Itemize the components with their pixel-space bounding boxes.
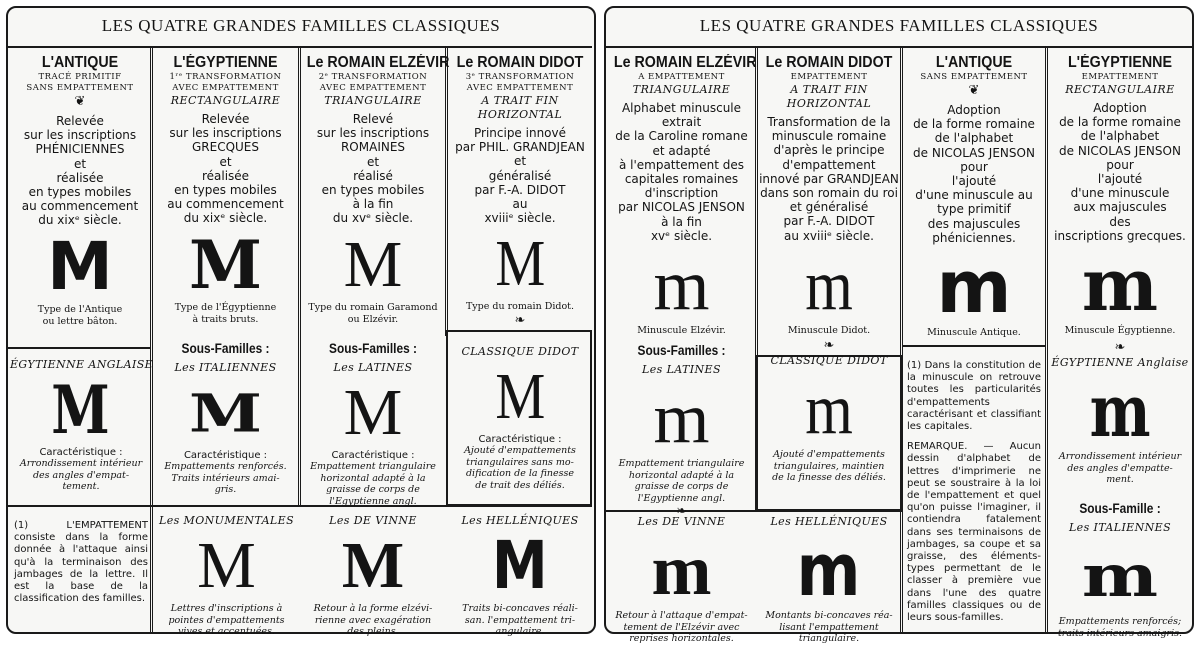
- subfamily-label: Les LATINES: [642, 363, 721, 376]
- subfamily-label: Les ITALIENNES: [1068, 521, 1172, 534]
- family-heading: Le ROMAIN DIDOT: [456, 54, 584, 71]
- characteristic-text: triangulaires sans mo-: [466, 456, 574, 468]
- specimen-glyph: M: [343, 227, 403, 301]
- description-line: de l'alphabet: [934, 131, 1014, 146]
- family-heading: L'ÉGYPTIENNE: [1067, 54, 1173, 71]
- characteristic-text: Arrondissement intérieur: [19, 458, 143, 469]
- serif-style-label: HORIZONTAL: [786, 97, 872, 110]
- specimen-caption: ou lettre bâton.: [42, 315, 118, 327]
- characteristic-text: dification de la finesse: [465, 468, 575, 479]
- description-line: sur les inscriptions: [316, 126, 430, 141]
- description-line: minuscule romaine: [771, 129, 887, 144]
- ornament-icon: ❦: [968, 83, 980, 98]
- specimen-glyph: M: [495, 227, 545, 301]
- characteristic-text: ment.: [1106, 474, 1134, 485]
- description-line: sur les inscriptions: [169, 126, 282, 141]
- subfamily-label: ÉGYTIENNE ANGLAISE: [10, 358, 154, 371]
- characteristic-text: l'Egyptienne angl.: [637, 492, 726, 504]
- specimen-glyph: m: [1081, 242, 1159, 328]
- description-line: et adapté: [652, 143, 711, 158]
- type-family-block: [903, 54, 1045, 339]
- type-family-block: [301, 340, 445, 507]
- letter-specimen: [1048, 242, 1192, 328]
- characteristic-text: san. l'empattement tri-: [464, 614, 576, 626]
- family-description: [10, 114, 150, 228]
- subfamily-label: Les DE VINNE: [329, 514, 417, 527]
- description-line: de la Caroline romane: [615, 129, 748, 144]
- description-line: l'ajouté: [1097, 172, 1143, 187]
- description-line: ROMAINES: [340, 140, 406, 155]
- description-line: par F.-A. DIDOT: [783, 214, 875, 229]
- description-line: et: [513, 154, 527, 169]
- specimen-glyph: m: [805, 369, 853, 449]
- specimen-glyph: m: [653, 245, 710, 326]
- characteristic-text: l'Egyptienne angl.: [329, 495, 417, 507]
- serif-style-label: A TRAIT FIN: [790, 83, 868, 96]
- description-line: réalisé: [353, 168, 393, 183]
- description-line: au: [512, 197, 528, 212]
- type-family-block: [448, 54, 592, 329]
- type-family-block: [608, 54, 755, 337]
- description-line: pour: [960, 159, 988, 174]
- specimen-caption: à traits bruts.: [192, 313, 259, 325]
- specimen-glyph: m: [936, 245, 1012, 330]
- family-subheading: 3ᵉ TRANSFORMATION: [465, 72, 575, 82]
- characteristic-text: Empattements renforcés;: [1058, 616, 1182, 627]
- characteristic-text: des angles d'empatte-: [1067, 462, 1173, 474]
- description-line: innové par GRANDJEAN: [759, 171, 899, 186]
- characteristic-text: Empattement triangulaire: [310, 461, 436, 472]
- specimen-caption: Type de l'Antique: [37, 303, 123, 315]
- family-subheading: AVEC EMPATTEMENT: [172, 83, 279, 93]
- description-line: d'une minuscule: [1070, 186, 1170, 201]
- specimen-glyph: m: [651, 530, 712, 610]
- characteristic-text: horizontal adapté à la: [628, 469, 735, 481]
- letter-specimen: [903, 245, 1045, 330]
- family-heading: Le ROMAIN ELZÉVIR: [613, 54, 757, 71]
- subfamily-label: Les ITALIENNES: [174, 361, 277, 374]
- ornament-icon: ❧: [676, 504, 687, 519]
- description-line: par F.-A. DIDOT: [474, 182, 566, 197]
- characteristic-text: Lettres d'inscriptions à: [170, 603, 283, 614]
- description-line: au xviiiᵉ siècle.: [784, 228, 874, 243]
- description-line: d'après le principe: [773, 143, 885, 158]
- ornament-icon: ❧: [514, 313, 526, 329]
- family-description: [448, 126, 592, 225]
- letter-specimen: [758, 369, 900, 449]
- characteristic-text: Empattement triangulaire: [618, 458, 745, 469]
- description-line: généralisé: [488, 168, 552, 183]
- footnote-paragraph: (1) L'EMPATTEMENT consiste dans la forme donnée à l'attaque ainsi qu'à la terminaison des jambages de la lettre. Il est la base de la classification des familles.: [14, 520, 148, 605]
- family-subheading: 1ʳᵉ TRANSFORMATION: [169, 72, 282, 82]
- family-description: [903, 103, 1045, 245]
- description-line: en types mobiles: [28, 185, 132, 200]
- description-line: de la forme romaine: [913, 117, 1035, 132]
- description-line: en types mobiles: [321, 183, 425, 198]
- type-family-block: [14, 520, 148, 613]
- letter-specimen: [155, 529, 298, 602]
- description-line: Adoption: [947, 103, 1001, 117]
- description-line: et: [219, 154, 232, 169]
- characteristic-text: Retour à l'attaque d'empat-: [615, 610, 748, 621]
- characteristic-text: gris.: [214, 484, 237, 495]
- letter-specimen: [153, 380, 298, 446]
- type-family-block: [448, 514, 592, 638]
- specimen-caption: Minuscule Antique.: [927, 327, 1021, 339]
- description-line: au commencement: [167, 197, 284, 212]
- description-line: type primitif: [937, 202, 1011, 217]
- letter-specimen: [448, 527, 592, 604]
- characteristic-label: Caractéristique :: [478, 434, 562, 445]
- specimen-glyph: M: [495, 360, 545, 433]
- specimen-glyph: M: [188, 225, 263, 304]
- description-line: Relevé: [352, 112, 394, 126]
- type-family-block: [758, 338, 900, 484]
- specimen-glyph: m: [653, 378, 710, 458]
- letter-specimen: [608, 530, 755, 610]
- description-line: du xixᵉ siècle.: [183, 211, 268, 226]
- description-line: et généralisé: [789, 200, 869, 215]
- characteristic-text: Traits bi-concaves réali-: [462, 603, 578, 614]
- description-line: d'une minuscule au: [915, 188, 1033, 203]
- description-line: de la forme romaine: [1059, 115, 1181, 130]
- characteristic-text: horizontal adapté à la: [320, 472, 426, 484]
- description-line: dans son romain du roi: [760, 186, 898, 201]
- subfamilies-heading: Sous-Familles :: [637, 342, 726, 358]
- description-line: Relevée: [201, 112, 250, 126]
- type-family-block: [758, 515, 900, 645]
- description-line: du xvᵉ siècle.: [332, 211, 414, 226]
- serif-style-label: TRIANGULAIRE: [632, 83, 731, 96]
- letter-specimen: [1048, 540, 1192, 612]
- description-line: Transformation de la: [767, 115, 891, 129]
- specimen-caption: Type du romain Garamond: [308, 301, 438, 313]
- specimen-glyph: M: [197, 529, 256, 602]
- serif-style-label: RECTANGULAIRE: [1065, 83, 1175, 96]
- specimen-caption: Type du romain Didot.: [465, 301, 575, 313]
- family-subheading: TRACÉ PRIMITIF: [38, 72, 122, 82]
- description-line: xvᵉ siècle.: [650, 228, 713, 243]
- characteristic-text: traits intérieurs amaigris.: [1057, 627, 1183, 639]
- type-family-block: [301, 514, 445, 638]
- specimen-glyph: M: [343, 376, 403, 449]
- description-line: et: [366, 154, 380, 169]
- type-family-block: [758, 54, 900, 337]
- subfamilies-heading: Sous-Famille :: [1079, 500, 1161, 516]
- characteristic-text: Montants bi-concaves réa-: [765, 610, 893, 621]
- description-line: phéniciennes.: [932, 230, 1016, 245]
- subfamily-label: CLASSIQUE DIDOT: [770, 354, 888, 367]
- type-family-block: [10, 54, 150, 328]
- specimen-glyph: M: [341, 529, 405, 602]
- letter-specimen: [1048, 368, 1192, 453]
- description-line: Adoption: [1093, 101, 1147, 115]
- type-family-block: [907, 360, 1041, 632]
- row-divider: [606, 46, 1192, 48]
- family-heading: Le ROMAIN ELZÉVIR: [306, 54, 450, 71]
- family-heading: Le ROMAIN DIDOT: [765, 54, 893, 71]
- family-subheading: EMPATTEMENT: [1081, 72, 1159, 82]
- description-line: réalisée: [201, 168, 250, 183]
- characteristic-text: Ajouté d'empattements: [773, 449, 885, 460]
- family-description: [153, 112, 298, 226]
- type-family-block: [153, 340, 298, 496]
- description-line: GRECQUES: [191, 140, 260, 155]
- subfamily-label: CLASSIQUE DIDOT: [461, 345, 579, 358]
- row-divider: [8, 347, 151, 349]
- subfamilies-heading: Sous-Familles :: [329, 340, 417, 356]
- specimen-glyph: M: [51, 371, 111, 449]
- description-line: au commencement: [21, 199, 139, 214]
- letter-specimen: [301, 529, 445, 602]
- type-family-block: [153, 54, 298, 326]
- characteristic-text: des angles d'empat-: [32, 469, 130, 481]
- family-subheading: 2ᵉ TRANSFORMATION: [318, 72, 428, 82]
- type-family-block: [608, 342, 755, 520]
- characteristic-text: de la finesse des déliés.: [772, 472, 886, 483]
- family-description: [758, 115, 900, 243]
- family-subheading: SANS EMPATTEMENT: [920, 72, 1028, 82]
- family-subheading: SANS EMPATTEMENT: [26, 83, 134, 93]
- description-line: par PHIL. GRANDJEAN: [455, 140, 585, 155]
- characteristic-text: Arrondissement intérieur: [1058, 451, 1182, 462]
- footnote-paragraph: (1) Dans la constitution de la minuscule on retrouve toutes les particularités d'empattements caractérisant et classifiant les capitales.: [907, 360, 1041, 433]
- type-family-block: [1048, 500, 1192, 639]
- description-line: capitales romaines: [624, 172, 739, 187]
- specimen-glyph: M: [47, 227, 113, 305]
- description-line: à la fin: [352, 197, 394, 212]
- letter-specimen: [448, 227, 592, 301]
- description-line: extrait: [661, 115, 702, 130]
- description-line: et: [73, 156, 87, 171]
- description-line: en types mobiles: [174, 183, 277, 198]
- characteristic-text: des pleins.: [347, 626, 399, 637]
- subfamily-label: Les MONUMENTALES: [159, 514, 294, 527]
- subfamily-label: Les HELLÉNIQUES: [770, 515, 888, 528]
- description-line: de NICOLAS JENSON: [913, 145, 1035, 160]
- characteristic-text: Ajouté d'empattements: [464, 445, 576, 456]
- description-line: Principe innové: [473, 126, 566, 140]
- characteristic-text: triangulaire.: [798, 633, 860, 644]
- description-line: d'empattement: [782, 157, 876, 172]
- description-line: Relevée: [56, 114, 104, 128]
- description-line: de NICOLAS JENSON: [1059, 143, 1181, 158]
- type-family-block: [448, 345, 592, 491]
- characteristic-text: angulaire.: [495, 626, 545, 637]
- characteristic-label: Caractéristique :: [331, 450, 415, 461]
- type-family-block: [10, 358, 152, 493]
- description-line: à la fin: [661, 214, 702, 229]
- specimen-caption: Minuscule Égyptienne.: [1064, 325, 1176, 337]
- family-subheading: EMPATTEMENT: [790, 72, 868, 82]
- right-panel-title: LES QUATRE GRANDES FAMILLES CLASSIQUES: [699, 16, 1099, 35]
- specimen-glyph: M: [492, 527, 548, 604]
- row-divider: [902, 345, 1046, 347]
- description-line: pour: [1106, 157, 1134, 172]
- letter-specimen: [758, 244, 900, 325]
- subfamily-label: ÉGYPTIENNE Anglaise: [1051, 356, 1189, 369]
- characteristic-text: graisse de corps de: [634, 481, 729, 492]
- characteristic-text: pointes d'empattements: [168, 614, 285, 626]
- description-line: réalisée: [56, 170, 104, 185]
- specimen-glyph: m: [1081, 541, 1159, 610]
- specimen-glyph: m: [797, 528, 861, 612]
- family-heading: L'ANTIQUE: [935, 54, 1013, 71]
- specimen-caption: Type de l'Égyptienne: [174, 301, 277, 313]
- letter-specimen: [153, 225, 298, 304]
- family-heading: L'ANTIQUE: [41, 54, 119, 71]
- ornament-icon: ❧: [823, 338, 835, 353]
- description-line: l'ajouté: [951, 174, 997, 189]
- letter-specimen: [301, 376, 445, 449]
- characteristic-text: lisant l'empattement: [779, 621, 879, 633]
- type-family-block: [1048, 54, 1192, 337]
- subfamily-label: Les DE VINNE: [637, 515, 726, 528]
- footnote-paragraph: REMARQUE. — Aucun dessin d'alphabet de lettres d'imprimerie ne peut se soustraire à la loi de l'empattement et quel qu'on puisse l'imaginer, il contiendra fatalement dans ses terminaisons de jambages, sa coupe et sa graisse, des éléments-types permettant de le classer à première vue dans l'une des quatre familles classiques ou de leurs sous-familles.: [907, 441, 1041, 624]
- description-line: du xixᵉ siècle.: [38, 213, 122, 228]
- characteristic-text: de trait des déliés.: [475, 479, 565, 491]
- serif-style-label: TRIANGULAIRE: [324, 94, 422, 107]
- characteristic-text: rienne avec exagération: [314, 614, 432, 626]
- left-panel-title: LES QUATRE GRANDES FAMILLES CLASSIQUES: [101, 16, 501, 35]
- characteristic-text: Empattements renforcés.: [164, 461, 287, 472]
- specimen-caption: Minuscule Elzévir.: [637, 325, 726, 337]
- description-line: sur les inscriptions: [23, 128, 137, 143]
- characteristic-label: Caractéristique :: [39, 447, 123, 458]
- subfamily-label: Les HELLÉNIQUES: [461, 514, 579, 527]
- description-line: par NICOLAS JENSON: [618, 200, 745, 215]
- letter-specimen: [10, 371, 152, 449]
- type-family-block: [608, 515, 755, 645]
- letter-specimen: [758, 528, 900, 612]
- subfamilies-heading: Sous-Familles :: [181, 340, 270, 356]
- description-line: inscriptions grecques.: [1054, 228, 1186, 243]
- specimen-glyph: M: [188, 381, 263, 445]
- characteristic-text: tement.: [62, 481, 100, 492]
- serif-style-label: RECTANGULAIRE: [170, 94, 281, 107]
- characteristic-text: tement de l'Elzévir avec: [623, 621, 740, 633]
- characteristic-text: graisse de corps de: [326, 484, 420, 495]
- description-line: d'inscription: [644, 186, 719, 201]
- type-family-block: [1048, 340, 1192, 486]
- family-heading: L'ÉGYPTIENNE: [173, 54, 278, 71]
- description-line: PHÉNICIENNES: [35, 142, 125, 157]
- family-subheading: AVEC EMPATTEMENT: [319, 83, 427, 93]
- characteristic-text: Retour à la forme elzévi-: [313, 603, 433, 614]
- characteristic-text: triangulaires, maintien: [773, 460, 885, 472]
- ornament-icon: ❦: [74, 94, 86, 109]
- description-line: aux majuscules: [1073, 200, 1167, 215]
- family-description: [1048, 101, 1192, 243]
- family-description: [608, 101, 755, 243]
- specimen-glyph: m: [1089, 368, 1151, 453]
- description-line: xviiiᵉ siècle.: [484, 211, 556, 226]
- description-line: Alphabet minuscule: [621, 101, 742, 115]
- characteristic-text: vives et accentuées.: [178, 626, 275, 637]
- letter-specimen: [448, 360, 592, 433]
- family-subheading: AVEC EMPATTEMENT: [466, 83, 574, 93]
- subfamily-label: Les LATINES: [333, 361, 413, 374]
- characteristic-text: reprises horizontales.: [629, 633, 734, 644]
- specimen-glyph: m: [805, 244, 853, 325]
- family-description: [301, 112, 445, 226]
- letter-specimen: [608, 378, 755, 458]
- type-family-block: [301, 54, 450, 326]
- ornament-icon: ❧: [1114, 340, 1126, 355]
- specimen-caption: Minuscule Didot.: [787, 324, 871, 336]
- letter-specimen: [10, 227, 150, 305]
- letter-specimen: [608, 245, 755, 326]
- characteristic-label: Caractéristique :: [183, 450, 268, 461]
- description-line: de l'alphabet: [1080, 129, 1160, 144]
- description-line: des: [1109, 214, 1131, 229]
- description-line: à l'empattement des: [618, 157, 745, 172]
- type-family-block: [155, 514, 298, 638]
- specimen-caption: ou Elzévir.: [347, 313, 399, 325]
- family-subheading: A EMPATTEMENT: [638, 72, 725, 82]
- letter-specimen: [301, 227, 445, 301]
- serif-style-label: A TRAIT FIN: [481, 94, 559, 107]
- characteristic-text: Traits intérieurs amai-: [171, 472, 280, 484]
- description-line: des majuscules: [927, 216, 1021, 231]
- serif-style-label: HORIZONTAL: [477, 108, 563, 121]
